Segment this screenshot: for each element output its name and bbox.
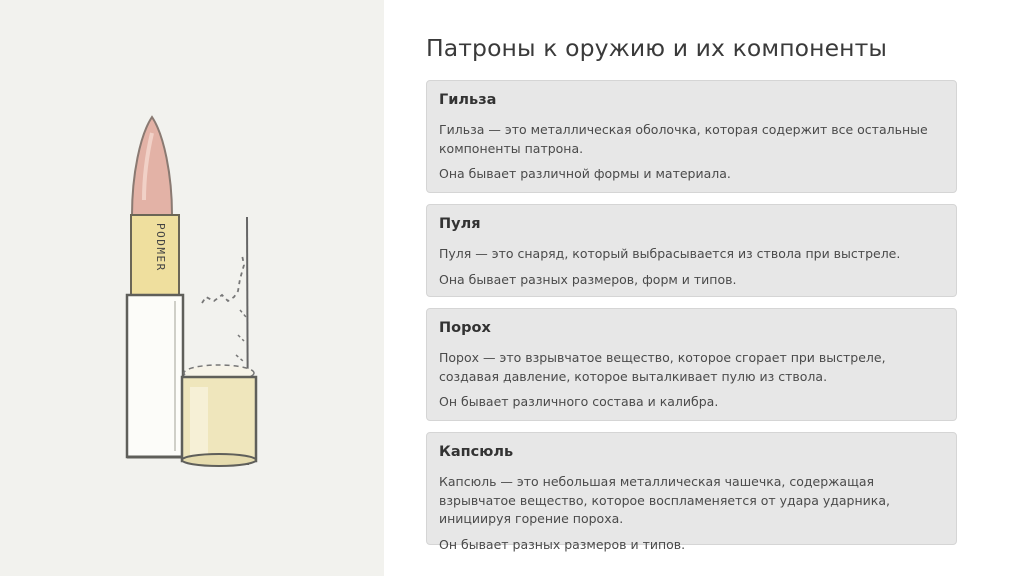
card-text: Он бывает разных размеров и типов. bbox=[439, 536, 686, 552]
content-panel bbox=[384, 0, 1024, 576]
page-title: Патроны к оружию и их компоненты bbox=[426, 34, 888, 62]
card-porokh bbox=[426, 308, 957, 421]
card-title: Порох bbox=[439, 320, 491, 336]
card-text: Гильза — это металлическая оболочка, которая содержит все остальные компоненты патрона. bbox=[439, 122, 928, 156]
bullet-tip bbox=[132, 117, 172, 215]
card-text: Она бывает разных размеров, форм и типов. bbox=[439, 271, 737, 287]
card-text: Порох — это взрывчатое вещество, которое сгорает при выстреле, создавая давление, которое выталкивает пулю из ствола. bbox=[439, 350, 886, 384]
illustration-panel bbox=[0, 0, 384, 576]
card-title: Гильза bbox=[439, 92, 497, 108]
cutaway-outline bbox=[202, 255, 244, 303]
card-kapsyul bbox=[426, 432, 957, 552]
card-title: Пуля bbox=[439, 216, 481, 232]
card-gilza bbox=[426, 80, 957, 193]
cartridge-illustration bbox=[110, 105, 280, 475]
card-text: Капсюль — это небольшая металлическая чашечка, содержащая взрывчатое вещество, которое воспламеняется от удара ударника, инициируя горение пороха. bbox=[439, 474, 890, 526]
card-text: Пуля — это снаряд, который выбрасывается из ствола при выстреле. bbox=[439, 246, 901, 261]
card-text: Он бывает различного состава и калибра. bbox=[439, 394, 719, 409]
card-pulya bbox=[426, 204, 957, 297]
card-title: Капсюль bbox=[439, 444, 514, 460]
card-text: Она бывает различной формы и материала. bbox=[439, 166, 731, 181]
cartridge-label: PODMER bbox=[154, 223, 167, 272]
